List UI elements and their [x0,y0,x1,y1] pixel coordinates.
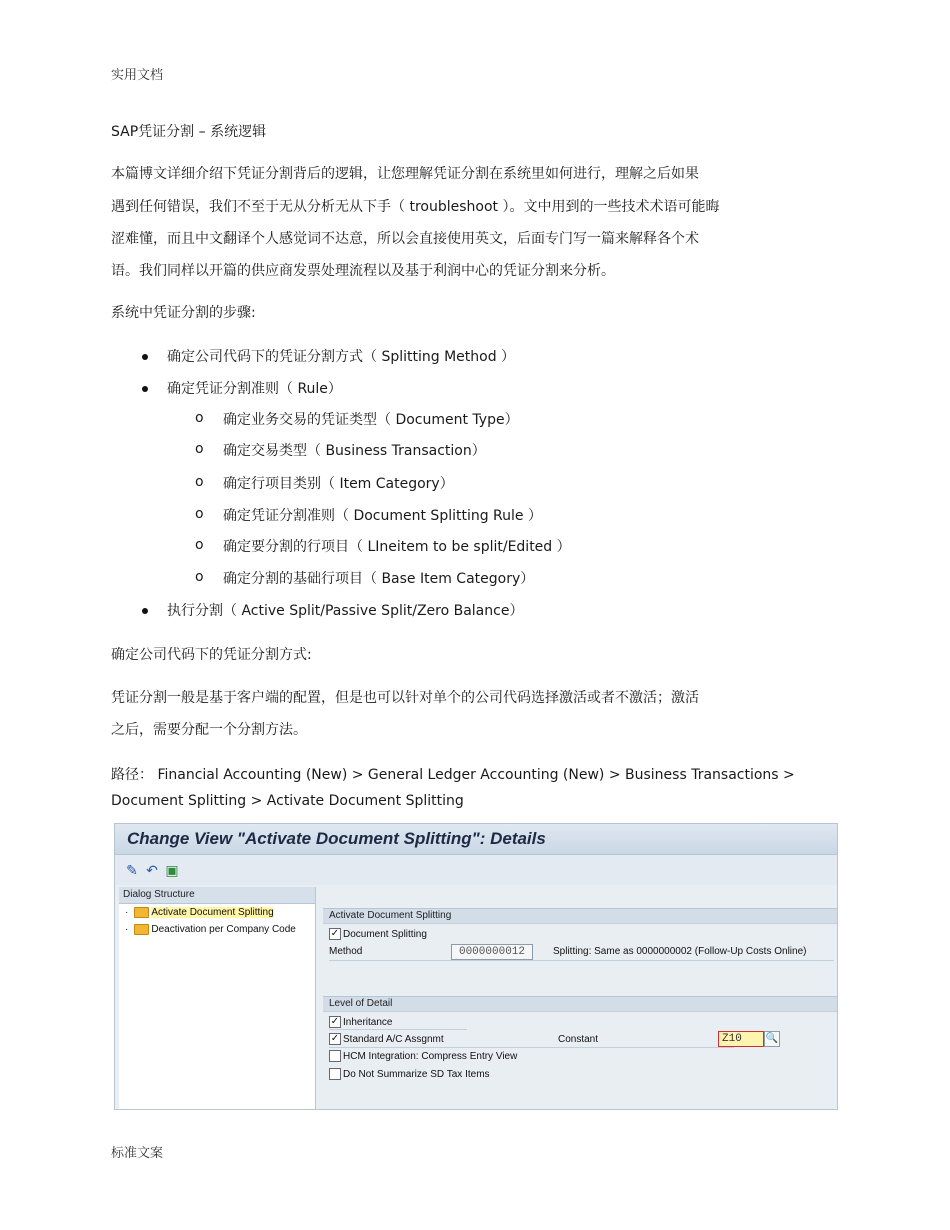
checkbox-label: HCM Integration: Compress Entry View [343,1051,518,1062]
step-2: 确定凭证分割准则（ Rule） [167,381,342,397]
separator [329,1047,734,1048]
section-line-2: 之后，需要分配一个分割方法。 [111,722,307,738]
tree-item-label: Deactivation per Company Code [151,924,296,935]
search-help-icon[interactable]: 🔍 [764,1031,780,1047]
group-activate [323,908,837,968]
folder-icon [134,924,149,935]
steps-heading: 系统中凭证分割的步骤: [111,305,256,321]
substep-5: 确定要分割的行项目（ LIneitem to be split/Edited ） [223,539,571,555]
tree-item-activate[interactable]: · Activate Document Splitting [125,907,274,918]
doc-title: SAP凭证分割 – 系统逻辑 [111,124,267,140]
constant-label: Constant [558,1034,599,1045]
substep-4: 确定凭证分割准则（ Document Splitting Rule ） [223,508,542,524]
substep-2: 确定交易类型（ Business Transaction） [223,443,486,459]
checkbox-unchecked-icon [329,1050,341,1062]
step-3: 执行分割（ Active Split/Passive Split/Zero Balance） [167,603,524,619]
inheritance-checkbox[interactable] [329,1016,392,1030]
group-level-of-detail [323,996,837,1092]
display-change-icon[interactable]: ✎ [126,862,138,878]
tree-item-deactivation[interactable]: · Deactivation per Company Code [125,924,296,935]
dialog-structure-header: Dialog Structure [119,887,315,904]
group-level-header: Level of Detail [323,996,837,1012]
page-header: 实用文档 [111,68,164,83]
sub-bullet: o [195,474,204,490]
bullet-icon [142,354,148,360]
bullet-icon [142,608,148,614]
doc-splitting-checkbox[interactable] [329,928,427,942]
method-description: Splitting: Same as 0000000002 (Follow-Up Costs Online) [553,946,807,957]
sap-screenshot [114,823,838,1110]
section-line-1: 凭证分割一般是基于客户端的配置，但是也可以针对单个的公司代码选择激活或者不激活；激活 [111,690,699,706]
checkbox-checked-icon: ✓ [330,1016,340,1028]
bullet-icon [142,386,148,392]
transport-icon[interactable]: ▣ [165,862,179,878]
standard-ac-checkbox[interactable] [329,1033,444,1047]
tree-item-label: Activate Document Splitting [151,907,274,918]
path-line-2: Document Splitting > Activate Document Splitting [111,793,464,809]
checkbox-checked-icon: ✓ [330,1033,340,1045]
intro-line-4: 语。我们同样以开篇的供应商发票处理流程以及基于利润中心的凭证分割来分析。 [111,263,615,279]
method-input[interactable]: 0000000012 [451,944,533,960]
separator [329,1029,467,1030]
intro-line-1: 本篇博文详细介绍下凭证分割背后的逻辑，让您理解凭证分割在系统里如何进行，理解之后如果 [111,166,699,182]
dialog-structure-panel [119,887,316,1109]
checkbox-checked-icon: ✓ [330,928,340,940]
sub-bullet: o [195,506,204,522]
hcm-checkbox[interactable] [329,1050,517,1064]
path-line-1: 路径： Financial Accounting (New) > General Ledger Accounting (New) > Business Transactions > [111,767,795,783]
sap-window-title: Change View "Activate Document Splitting": Details [127,829,546,848]
checkbox-unchecked-icon [329,1068,341,1080]
checkbox-label: Document Splitting [343,929,427,940]
intro-line-2: 遇到任何错误，我们不至于无从分析无从下手（ troubleshoot ）。文中用到的一些技术术语可能晦 [111,199,720,215]
checkbox-label: Do Not Summarize SD Tax Items [343,1069,490,1080]
constant-input[interactable]: Z10 [718,1031,764,1047]
section-heading: 确定公司代码下的凭证分割方式: [111,647,312,663]
substep-1: 确定业务交易的凭证类型（ Document Type） [223,412,519,428]
checkbox-label: Standard A/C Assgnmt [343,1034,444,1045]
separator [329,960,834,961]
sap-title-bar [115,824,837,855]
method-label: Method [329,946,363,957]
sub-bullet: o [195,410,204,426]
substep-3: 确定行项目类别（ Item Category） [223,476,454,492]
group-activate-header: Activate Document Splitting [323,908,837,924]
undo-icon[interactable]: ↶ [146,862,158,878]
folder-open-icon [134,907,149,918]
sap-toolbar [115,855,837,885]
substep-6: 确定分割的基础行项目（ Base Item Category） [223,571,535,587]
checkbox-label: Inheritance [343,1017,393,1028]
page-footer: 标准文案 [111,1146,164,1161]
sd-tax-checkbox[interactable] [329,1068,490,1082]
sub-bullet: o [195,441,204,457]
intro-line-3: 涩难懂，而且中文翻译个人感觉词不达意，所以会直接使用英文，后面专门写一篇来解释各个术 [111,231,699,247]
sub-bullet: o [195,537,204,553]
step-1: 确定公司代码下的凭证分割方式（ Splitting Method ） [167,349,516,365]
sub-bullet: o [195,569,204,585]
